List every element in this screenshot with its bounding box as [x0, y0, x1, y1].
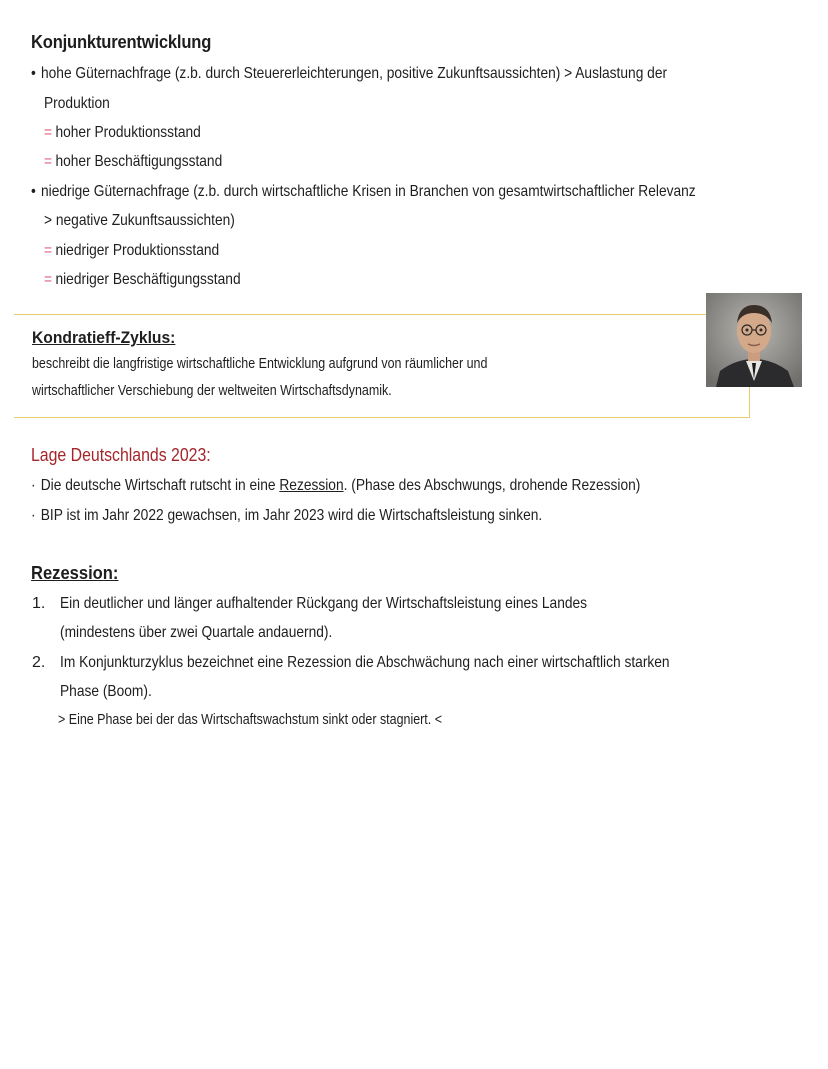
item-2-line-1: Im Konjunkturzyklus bezeichnet eine Rezession die Abschwächung nach einer wirtschaftlich starken [60, 654, 670, 671]
rezession-link[interactable]: Rezession [279, 477, 344, 494]
konjunktur-title: Konjunkturentwicklung [31, 32, 212, 52]
bullet-1-equals-1 [44, 123, 201, 143]
lage-bullet-2 [31, 506, 542, 526]
item-1-line-1: Ein deutlicher und länger aufhaltender Rückgang der Wirtschaftsleistung eines Landes [60, 595, 588, 612]
lage-bullet-2-text: BIP ist im Jahr 2022 gewachsen, im Jahr 2023 wird die Wirtschaftsleistung sinken. [40, 507, 543, 524]
rezession-note: > Eine Phase bei der das Wirtschaftswachstum sinkt oder stagniert. < [58, 712, 442, 728]
equals-symbol: = [44, 153, 53, 170]
konjunktur-bullet-1 [31, 64, 667, 84]
lage-title: Lage Deutschlands 2023: [31, 445, 211, 465]
bullet-symbol: • [31, 65, 36, 82]
equals-symbol: = [44, 242, 53, 259]
bullet-2-line-1: niedrige Güternachfrage (z.b. durch wirtschaftliche Krisen in Branchen von gesamtwirtschaftlicher Relevanz [40, 183, 696, 200]
bullet-1-equals-2-text: hoher Beschäftigungsstand [55, 153, 223, 170]
kondratieff-line-1: beschreibt die langfristige wirtschaftliche Entwicklung aufgrund von räumlicher und [32, 356, 488, 372]
item-1-number: 1. [32, 595, 46, 612]
lage-bullet-1 [31, 476, 640, 496]
bullet-2-equals-2-text: niedriger Beschäftigungsstand [55, 271, 241, 288]
item-2-number: 2. [32, 654, 46, 671]
bullet-1-equals-2 [44, 152, 222, 172]
lage-bullet-1-pre: Die deutsche Wirtschaft rutscht in eine [40, 477, 280, 494]
bullet-2-equals-2 [44, 270, 241, 290]
bullet-2-equals-1-text: niedriger Produktionsstand [55, 242, 220, 259]
kondratieff-line-2: wirtschaftlicher Verschiebung der weltweiten Wirtschaftsdynamik. [32, 383, 392, 399]
lage-bullet-1-post: . (Phase des Abschwungs, drohende Rezession) [343, 477, 641, 494]
dot-symbol: · [31, 477, 36, 494]
bullet-2-equals-1 [44, 241, 219, 261]
bullet-1-equals-1-text: hoher Produktionsstand [55, 124, 201, 141]
bullet-1-line-2: Produktion [44, 95, 110, 112]
dot-symbol: · [31, 507, 36, 524]
portrait-illustration [706, 293, 802, 387]
equals-symbol: = [44, 271, 53, 288]
bullet-2-line-2: > negative Zukunftsaussichten) [44, 212, 235, 229]
kondratieff-title: Kondratieff-Zyklus: [32, 328, 176, 347]
rezession-title: Rezession: [31, 563, 119, 583]
item-1-line-2: (mindestens über zwei Quartale andauernd). [60, 624, 333, 641]
bullet-symbol: • [31, 183, 36, 200]
konjunktur-bullet-2 [31, 182, 696, 202]
equals-symbol: = [44, 124, 53, 141]
bullet-1-line-1: hohe Güternachfrage (z.b. durch Steuererleichterungen, positive Zukunftsaussichten) > Auslastung der [40, 65, 668, 82]
kondratieff-portrait [706, 293, 802, 387]
item-2-line-2: Phase (Boom). [60, 683, 152, 700]
